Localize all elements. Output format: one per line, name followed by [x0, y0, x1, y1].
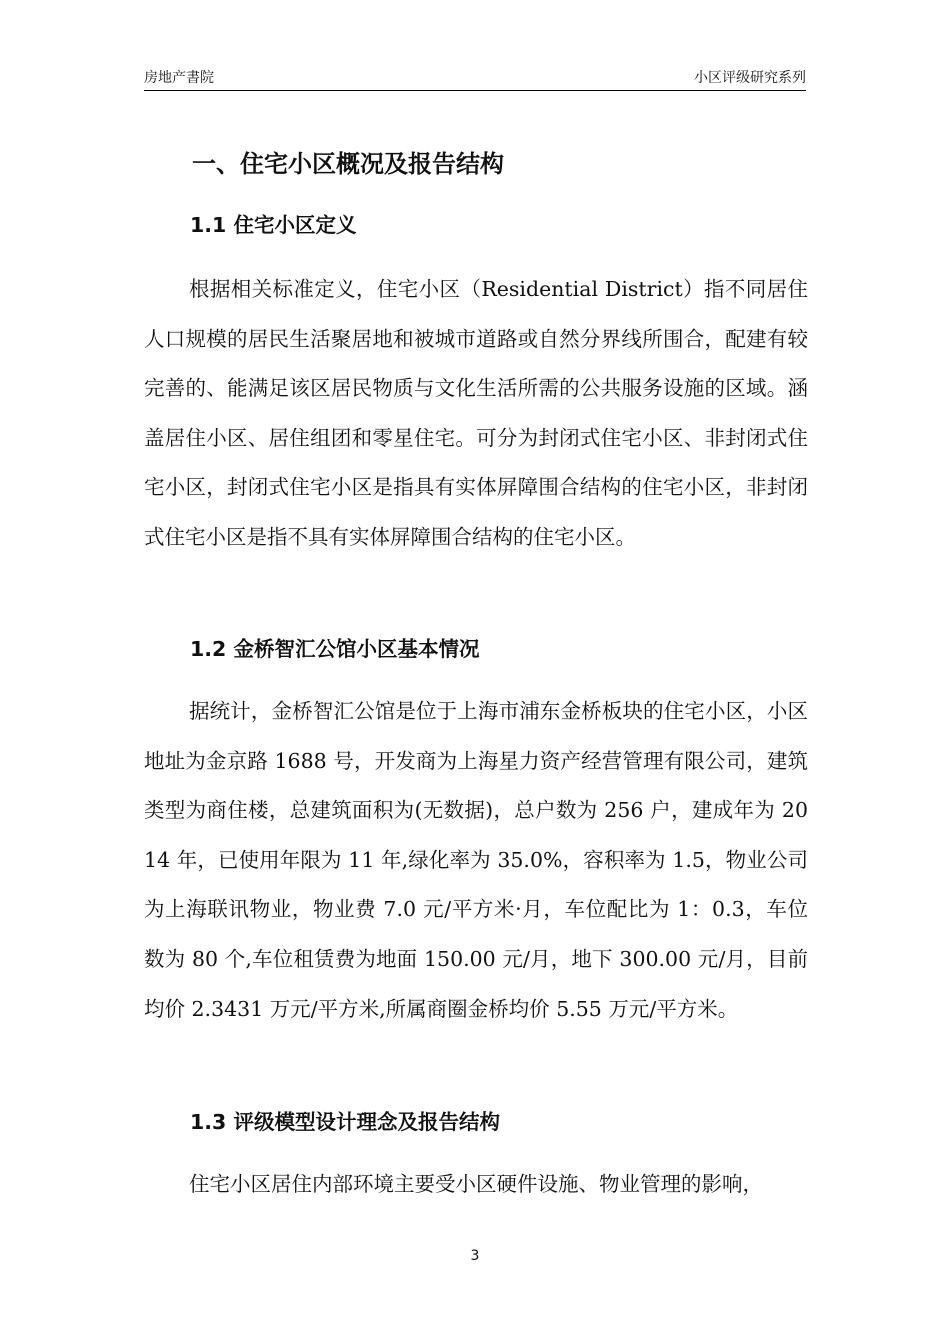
section-1-1-paragraph: 根据相关标准定义，住宅小区（Residential District）指不同居住人口规模的居民生活聚居地和被城市道路或自然分界线所围合，配建有较完善的、能满足该区居民物质与文化生活所需的公共服务设施的区域。涵盖居住小区、居住组团和零星住宅。可分为封闭式住宅小区、非封闭式住宅小区，封闭式住宅小区是指具有实体屏障围合结构的住宅小区，非封闭式住宅小区是指不具有实体屏障围合结构的住宅小区。 [144, 277, 808, 549]
section-1-2-paragraph: 据统计，金桥智汇公馆是位于上海市浦东金桥板块的住宅小区，小区地址为金京路 1688 号，开发商为上海星力资产经营管理有限公司，建筑类型为商住楼，总建筑面积为(无数据)，总户数为 256 户，建成年为 2014 年，已使用年限为 11 年,绿化率为 35.0%，容积率为 1.5，物业公司为上海联讯物业，物业费 7.0 元/平方米·月，车位配比为 1：0.3，车位数为 80 个,车位租赁费为地面 150.00 元/月，地下 300.00 元/月，目前均价 2.3431 万元/平方米,所属商圈金桥均价 5.55 万元/平方米。 [144, 699, 808, 1021]
section-1-1-heading: 1.1 住宅小区定义 [190, 213, 357, 237]
page-header [144, 68, 806, 91]
section-1-2-heading: 1.2 金桥智汇公馆小区基本情况 [190, 637, 480, 661]
section-1-3-paragraph: 住宅小区居住内部环境主要受小区硬件设施、物业管理的影响， [189, 1172, 763, 1196]
header-series-title: 小区评级研究系列 [694, 70, 806, 86]
header-publisher: 房地产書院 [144, 70, 214, 86]
section-1-3-heading: 1.3 评级模型设计理念及报告结构 [190, 1110, 500, 1134]
page-number: 3 [470, 1248, 480, 1264]
section-1-heading: 一、住宅小区概况及报告结构 [192, 150, 504, 178]
